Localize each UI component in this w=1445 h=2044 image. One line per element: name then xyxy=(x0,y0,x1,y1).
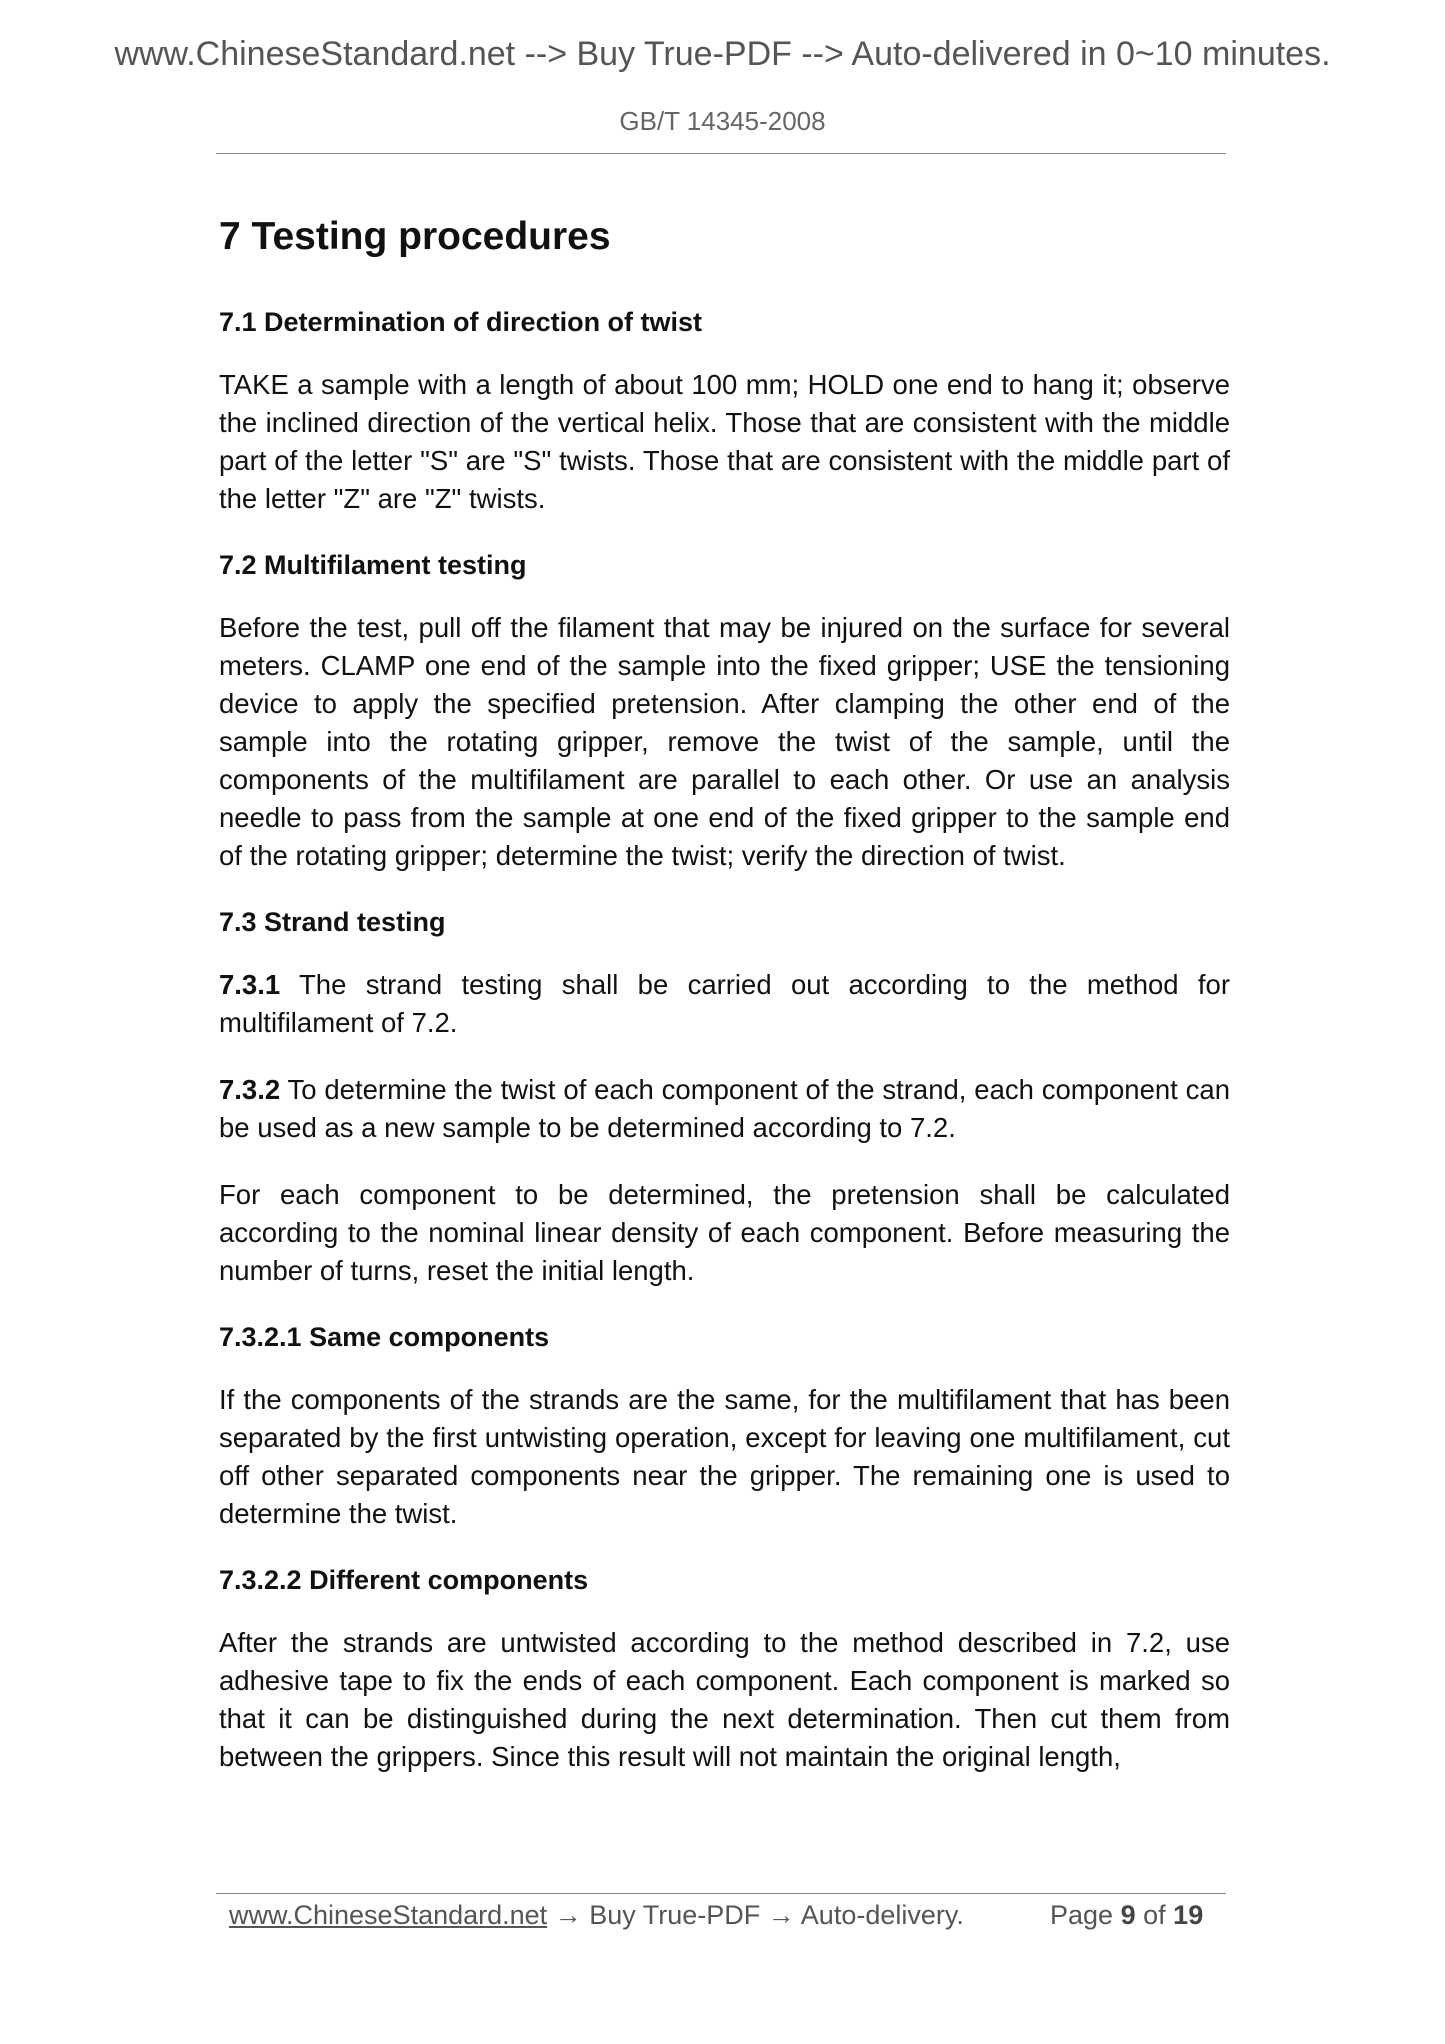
footer-left xyxy=(229,1896,964,1934)
paragraph-7-3-2-pretension: For each component to be determined, the pretension shall be calculated according to the nominal linear density of each component. Before measuring the number of turns, reset the initial length. xyxy=(219,1179,1230,1286)
standard-code: GB/T 14345-2008 xyxy=(619,106,826,136)
footer-buy-text: Buy True-PDF xyxy=(589,1900,761,1930)
page-number: 9 xyxy=(1120,1900,1136,1930)
paragraph-7-2: Before the test, pull off the filament that may be injured on the surface for several meters. CLAMP one end of the sample into the fixed gripper; USE the tensioning device to apply the specified pretension. After clamping the other end of the sample into the rotating gripper, remove the twist of the sample, until the components of the multifilament are parallel to each other. Or use an analysis needle to pass from the sample at one end of the fixed gripper to the sample end of the rotating gripper; determine the twist; verify the direction of twist. xyxy=(219,612,1230,871)
paragraph-7-3-1 xyxy=(219,966,1230,1042)
clause-number-7-3-2: 7.3.2 xyxy=(219,1074,281,1105)
clause-text-7-3-2: To determine the twist of each component of the strand, each component can be used as a new sample to be determined according to 7.2. xyxy=(219,1074,1230,1143)
heading-7-1: 7.1 Determination of direction of twist xyxy=(219,307,703,337)
arrow-right-icon: → xyxy=(554,1900,582,1930)
footer-divider xyxy=(216,1893,1226,1894)
page-label: Page xyxy=(1050,1900,1114,1930)
header-banner: www.ChineseStandard.net --> Buy True-PDF --> Auto-delivered in 0~10 minutes. xyxy=(114,35,1331,73)
document-body xyxy=(219,212,1230,1805)
footer-site-link[interactable]: www.ChineseStandard.net xyxy=(229,1900,548,1930)
paragraph-7-1: TAKE a sample with a length of about 100 mm; HOLD one end to hang it; observe the inclined direction of the vertical helix. Those that are consistent with the middle part of the letter "S" are "S" twists. Those that are consistent with the middle part of the letter "Z" are "Z" twists. xyxy=(219,369,1230,514)
page-of-label: of xyxy=(1143,1900,1166,1930)
heading-7-2: 7.2 Multifilament testing xyxy=(219,550,527,580)
paragraph-7-3-2 xyxy=(219,1071,1230,1147)
heading-7-3-2-1: 7.3.2.1 Same components xyxy=(219,1322,550,1352)
page-indicator xyxy=(1050,1896,1203,1934)
heading-7-3-2-2: 7.3.2.2 Different components xyxy=(219,1565,589,1595)
clause-text-7-3-1: The strand testing shall be carried out according to the method for multifilament of 7.2. xyxy=(219,969,1230,1038)
page-total: 19 xyxy=(1173,1900,1204,1930)
paragraph-7-3-2-1: If the components of the strands are the same, for the multifilament that has been separated by the first untwisting operation, except for leaving one multifilament, cut off other separated components near the gripper. The remaining one is used to determine the twist. xyxy=(219,1384,1230,1529)
heading-7-3: 7.3 Strand testing xyxy=(219,907,446,937)
header-divider xyxy=(216,153,1226,154)
clause-number-7-3-1: 7.3.1 xyxy=(219,969,281,1000)
paragraph-7-3-2-2: After the strands are untwisted according to the method described in 7.2, use adhesive tape to fix the ends of each component. Each component is marked so that it can be distinguished during the next determination. Then cut them from between the grippers. Since this result will not maintain the original length, xyxy=(219,1627,1230,1772)
section-title: 7 Testing procedures xyxy=(219,215,611,258)
footer-auto-text: Auto-delivery. xyxy=(800,1900,964,1930)
arrow-right-icon: → xyxy=(767,1900,795,1930)
